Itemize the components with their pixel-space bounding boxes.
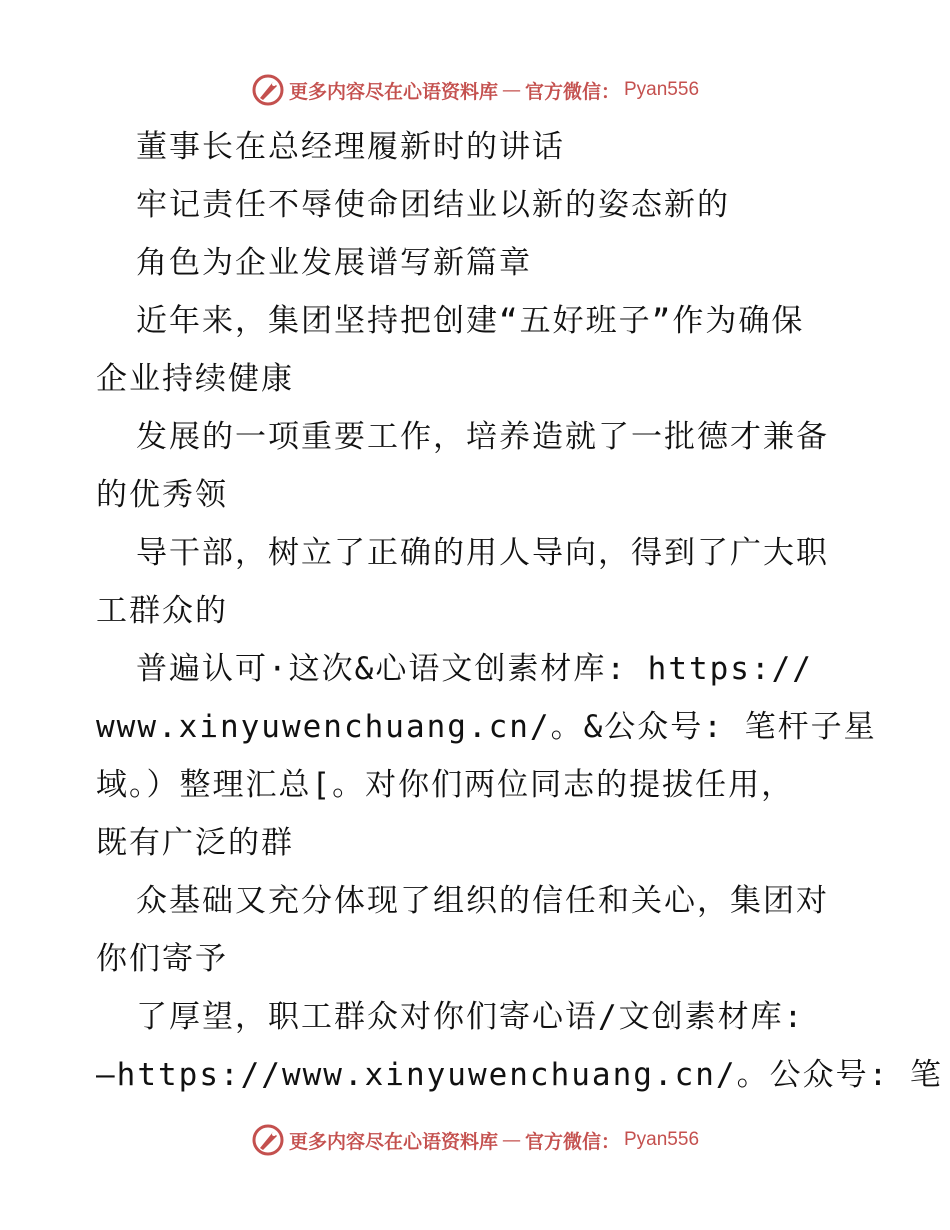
paragraph-line: 工群众的	[96, 593, 228, 629]
paragraph-line: 导干部，树立了正确的用人导向，得到了广大职	[136, 535, 829, 571]
paragraph-line: 近年来，集团坚持把创建“五好班子”作为确保	[136, 303, 805, 339]
paragraph-line: 普遍认可·这次&心语文创素材库: https://	[136, 651, 813, 687]
footer-banner	[0, 1120, 950, 1160]
pen-nib-logo-icon	[251, 1123, 285, 1157]
footer-banner-wechat-label: 官方微信：	[524, 1130, 620, 1153]
paragraph-line: www.xinyuwenchuang.cn/。&公众号: 笔杆子星	[96, 709, 877, 745]
paragraph-line: 了厚望，职工群众对你们寄心语/文创素材库:	[136, 999, 805, 1035]
paragraph-line: 的优秀领	[96, 477, 228, 513]
footer-banner-dash: —	[501, 1129, 521, 1151]
header-banner	[0, 70, 950, 110]
paragraph-line: 发展的一项重要工作，培养造就了一批德才兼备	[136, 419, 829, 455]
header-banner-wechat-id: Pyan556	[624, 79, 700, 100]
header-banner-content	[251, 73, 699, 107]
title-line-1: 董事长在总经理履新时的讲话	[136, 129, 565, 165]
header-banner-dash: —	[501, 79, 521, 101]
pen-nib-logo-icon	[251, 73, 285, 107]
paragraph-line: 域。）整理汇总[。对你们两位同志的提拔任用，	[96, 767, 795, 803]
paragraph-line: 众基础又充分体现了组织的信任和关心，集团对	[136, 883, 829, 919]
document-body	[96, 118, 943, 1104]
paragraph-line: 既有广泛的群	[96, 825, 294, 861]
header-banner-wechat-label: 官方微信：	[524, 80, 620, 103]
footer-banner-wechat-id: Pyan556	[624, 1129, 700, 1150]
header-banner-text: 更多内容尽在心语资料库	[288, 80, 498, 103]
title-line-2: 牢记责任不辱使命团结业以新的姿态新的	[136, 187, 730, 223]
paragraph-line: 你们寄予	[96, 941, 228, 977]
paragraph-line: 企业持续健康	[96, 361, 294, 397]
paragraph-line: —https://www.xinyuwenchuang.cn/。公众号: 笔	[96, 1057, 943, 1093]
footer-banner-text: 更多内容尽在心语资料库	[288, 1130, 498, 1153]
footer-banner-content	[251, 1123, 699, 1157]
title-line-3: 角色为企业发展谱写新篇章	[136, 245, 532, 281]
